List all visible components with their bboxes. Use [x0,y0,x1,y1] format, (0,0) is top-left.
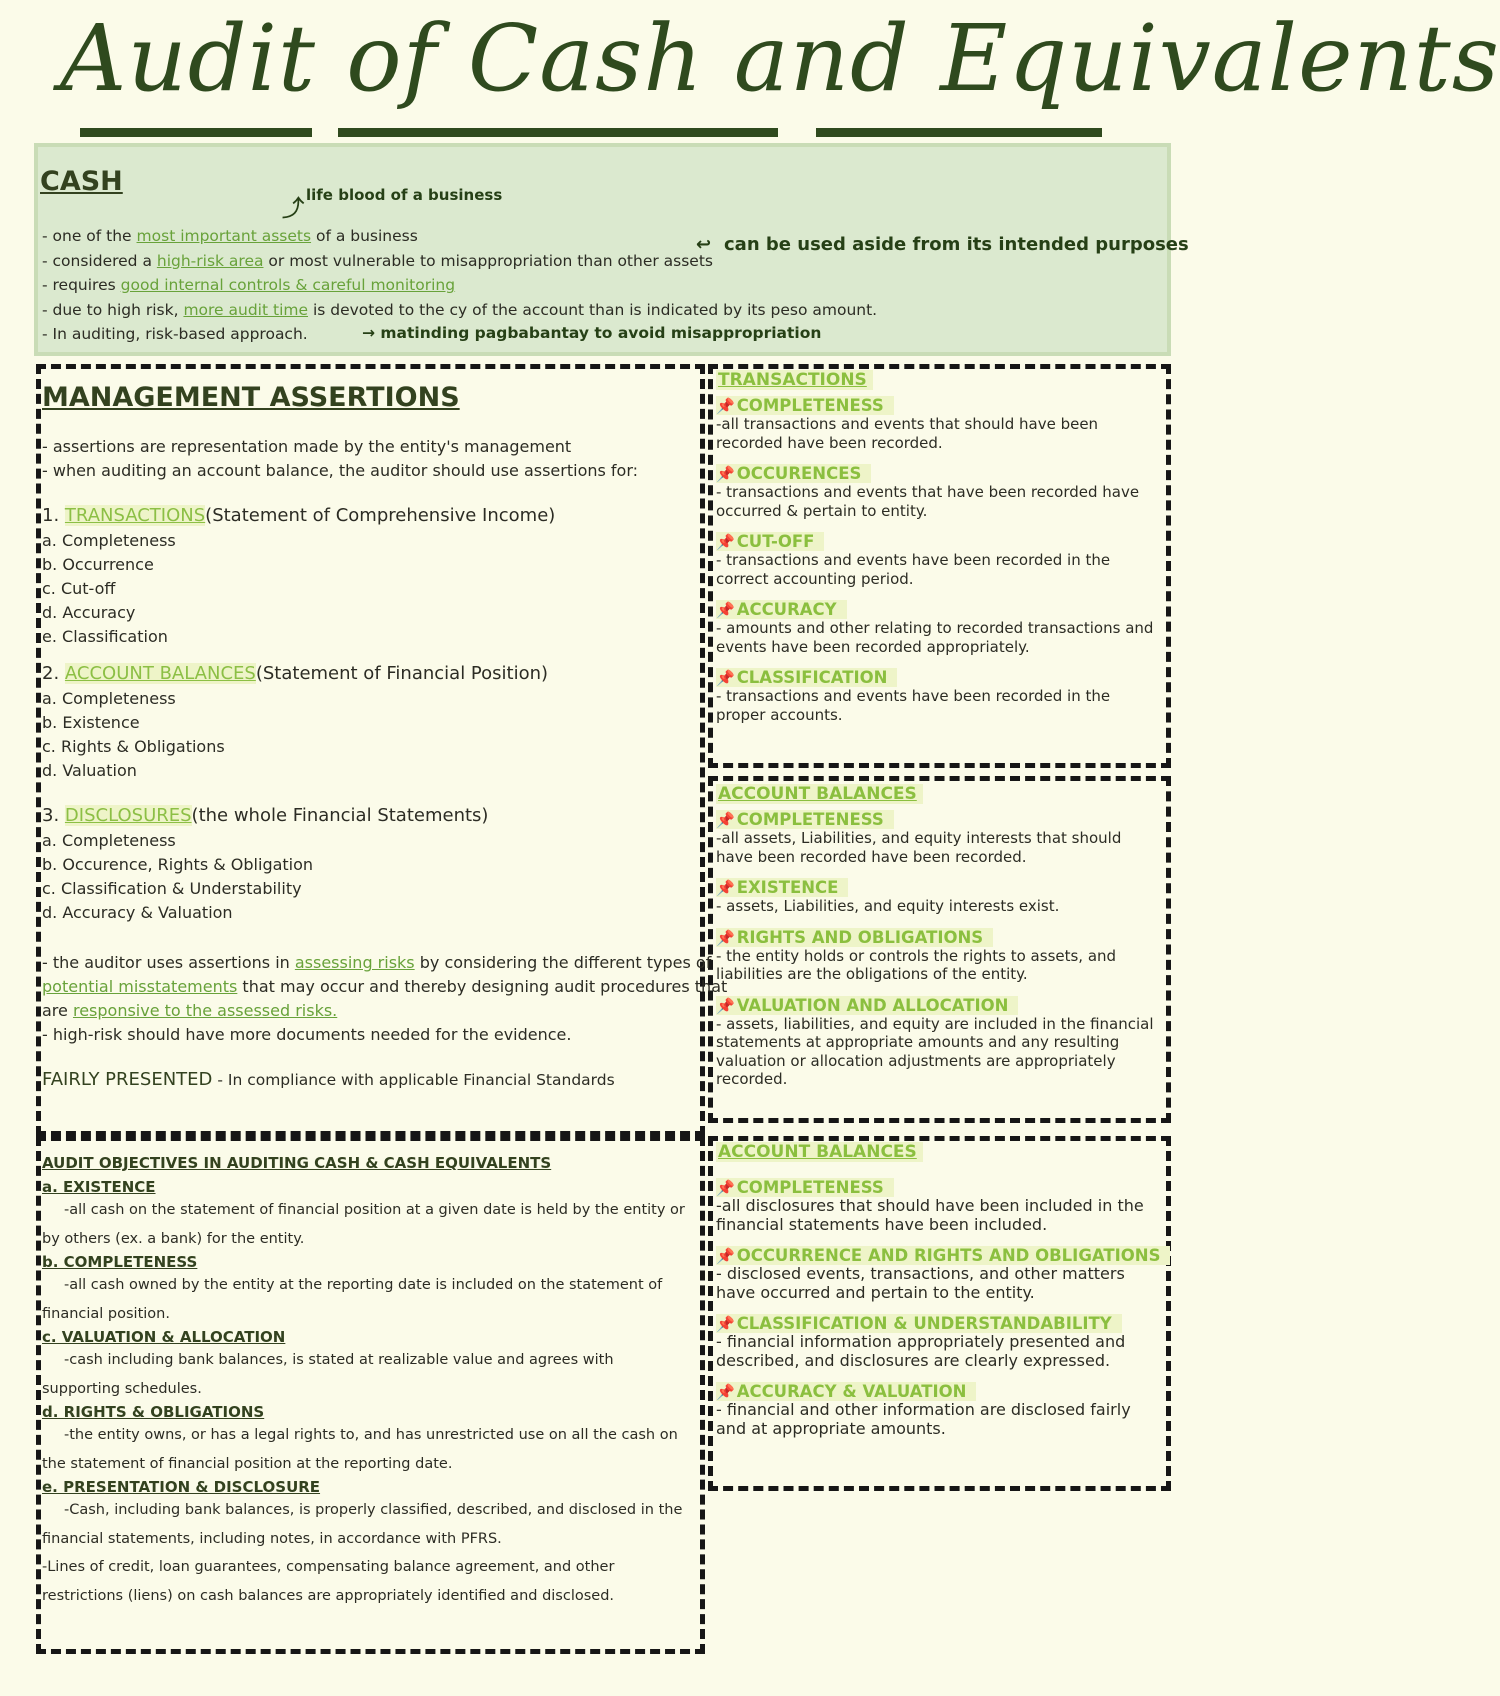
panel-item: 📌 CUT-OFF - transactions and events have been recorded in the correct accounting period. [716,532,1111,588]
pushpin-icon: 📌 [716,879,735,897]
pushpin-icon: 📌 [716,397,735,415]
risk-paragraph-line: are responsive to the assessed risks. [42,1001,338,1020]
panel-item: 📌 COMPLETENESS -all disclosures that should have been included in the financial statements have been included. [716,1178,1144,1234]
title-rule-right [816,128,1102,137]
assertion-item: d. Accuracy [42,603,136,622]
pushpin-icon: 📌 [716,465,735,483]
panel-item: 📌 ACCURACY - amounts and other relating to recorded transactions and events have been recorded appropriately. [716,600,1154,656]
intro-line: - when auditing an account balance, the auditor should use assertions for: [42,461,639,480]
objective-body: -the entity owns, or has a legal rights to, and has unrestricted use on all the cash on the statement of financial position at the reporting date. [42,1427,678,1472]
assertion-item: e. Classification [42,627,168,646]
assertion-group-transactions: 1. TRANSACTIONS(Statement of Comprehensive Income) [42,505,556,526]
assertion-item: c. Classification & Understability [42,879,302,898]
panel-heading: ACCOUNT BALANCES [716,784,923,804]
assertion-item: a. Completeness [42,531,176,550]
assertion-item: b. Occurrence [42,555,154,574]
panel-item: 📌 OCCURENCES - transactions and events that have been recorded have occurred & pertain to entity. [716,464,1140,520]
panel-item: 📌 CLASSIFICATION & UNDERSTANDABILITY - financial information appropriately presented and described, and disclosures are clearly expressed. [716,1314,1126,1370]
cash-line: - In auditing, risk-based approach. [42,325,308,344]
objective-body: -Lines of credit, loan guarantees, compensating balance agreement, and other restrictions (liens) on cash balances are appropriately identified and disclosed. [42,1559,615,1604]
panel-item: 📌 VALUATION AND ALLOCATION - assets, liabilities, and equity are included in the financial statements at appropriate amounts and any resulting valuation or allocation adjustments are appropriately recorded. [716,995,1154,1088]
panel-item: 📌 COMPLETENESS -all transactions and events that should have been recorded have been recorded. [716,396,1099,452]
panel-item: 📌 CLASSIFICATION - transactions and events have been recorded in the proper accounts. [716,668,1111,724]
objective-heading: a. EXISTENCE [42,1178,156,1196]
assertion-item: a. Completeness [42,689,176,708]
panel-heading: ACCOUNT BALANCES [716,1142,923,1162]
objective-body: -Cash, including bank balances, is properly classified, described, and disclosed in the financial statements, including notes, in accordance with PFRS. [42,1502,683,1547]
risk-paragraph-line: - high-risk should have more documents needed for the evidence. [42,1025,572,1044]
objective-heading: e. PRESENTATION & DISCLOSURE [42,1478,321,1496]
assertion-item: d. Valuation [42,761,137,780]
panel-item: 📌 OCCURRENCE AND RIGHTS AND OBLIGATIONS - disclosed events, transactions, and other matters have occurred and pertain to the entity. [716,1246,1162,1302]
panel-item: 📌 RIGHTS AND OBLIGATIONS - the entity holds or controls the rights to assets, and liabilities are the obligations of the entity. [716,927,1117,983]
objective-body: -all cash on the statement of financial position at a given date is held by the entity or by others (ex. a bank) for the entity. [42,1202,685,1247]
pushpin-icon: 📌 [716,1247,735,1265]
arrow-icon: ↩ [696,234,712,255]
pushpin-icon: 📌 [716,601,735,619]
panel-heading: TRANSACTIONS [716,370,873,390]
pushpin-icon: 📌 [716,1383,735,1401]
assertion-item: a. Completeness [42,831,176,850]
audit-objectives-title: AUDIT OBJECTIVES IN AUDITING CASH & CASH EQUIVALENTS [42,1154,552,1172]
risk-paragraph-line: - the auditor uses assertions in assessing risks by considering the different types of [42,953,712,972]
pushpin-icon: 📌 [716,533,735,551]
pushpin-icon: 📌 [716,996,735,1015]
note-lifeblood: ⤴ life blood of a business [282,186,503,222]
audit-objectives [42,1154,692,1610]
cash-line: - requires good internal controls & careful monitoring [42,276,456,295]
assertion-group-disclosures: 3. DISCLOSURES(the whole Financial Statements) [42,805,489,826]
assertion-group-account-balances: 2. ACCOUNT BALANCES(Statement of Financial Position) [42,663,549,684]
page-title: Audit of Cash and Equivalents [60,5,1500,112]
management-assertions-title: MANAGEMENT ASSERTIONS [42,382,460,413]
cash-line: - considered a high-risk area or most vulnerable to misappropriation than other assets [42,251,713,270]
risk-paragraph-line: potential misstatements that may occur and thereby designing audit procedures that [42,977,728,996]
disclosures-panel [716,1142,1162,1450]
assertion-item: c. Cut-off [42,579,116,598]
title-rule-left [80,128,312,137]
intro-line: - assertions are representation made by the entity's management [42,437,572,456]
assertion-item: b. Occurence, Rights & Obligation [42,855,314,874]
pushpin-icon: 📌 [716,669,735,687]
cash-list [42,224,1152,347]
note-lapping: → matinding pagbabantay to avoid misappropriation [362,324,822,342]
pushpin-icon: 📌 [716,1315,735,1333]
curved-arrow-icon: ⤴ [282,197,305,222]
objective-body: -all cash owned by the entity at the reporting date is included on the statement of financial position. [42,1277,663,1322]
cash-heading: CASH [40,166,123,197]
note-used-aside: ↩ can be used aside from its intended purposes [696,234,1189,255]
objective-heading: b. COMPLETENESS [42,1253,198,1271]
title-rule-middle [338,128,778,137]
management-assertions [42,382,728,1093]
pushpin-icon: 📌 [716,928,735,947]
objective-body: -cash including bank balances, is stated at realizable value and agrees with supporting schedules. [42,1352,614,1397]
assertion-item: b. Existence [42,713,140,732]
objective-heading: c. VALUATION & ALLOCATION [42,1328,286,1346]
account-balances-panel [716,784,1162,1089]
transactions-panel [716,370,1162,736]
cash-line: - one of the most important assets of a business [42,227,418,245]
pushpin-icon: 📌 [716,1179,735,1197]
panel-item: 📌 ACCURACY & VALUATION - financial and other information are disclosed fairly and at appropriate amounts. [716,1382,1131,1438]
assertion-item: d. Accuracy & Valuation [42,903,233,922]
objective-heading: d. RIGHTS & OBLIGATIONS [42,1403,265,1421]
assertion-item: c. Rights & Obligations [42,737,225,756]
pushpin-icon: 📌 [716,811,735,829]
fairly-presented: FAIRLY PRESENTED - In compliance with applicable Financial Standards [42,1069,615,1090]
cash-line: - due to high risk, more audit time is devoted to the cy of the account than is indicated by its peso amount. [42,300,878,319]
panel-item: 📌 EXISTENCE - assets, Liabilities, and equity interests exist. [716,878,1060,915]
panel-item: 📌 COMPLETENESS -all assets, Liabilities, and equity interests that should have been recorded have been recorded. [716,810,1122,866]
